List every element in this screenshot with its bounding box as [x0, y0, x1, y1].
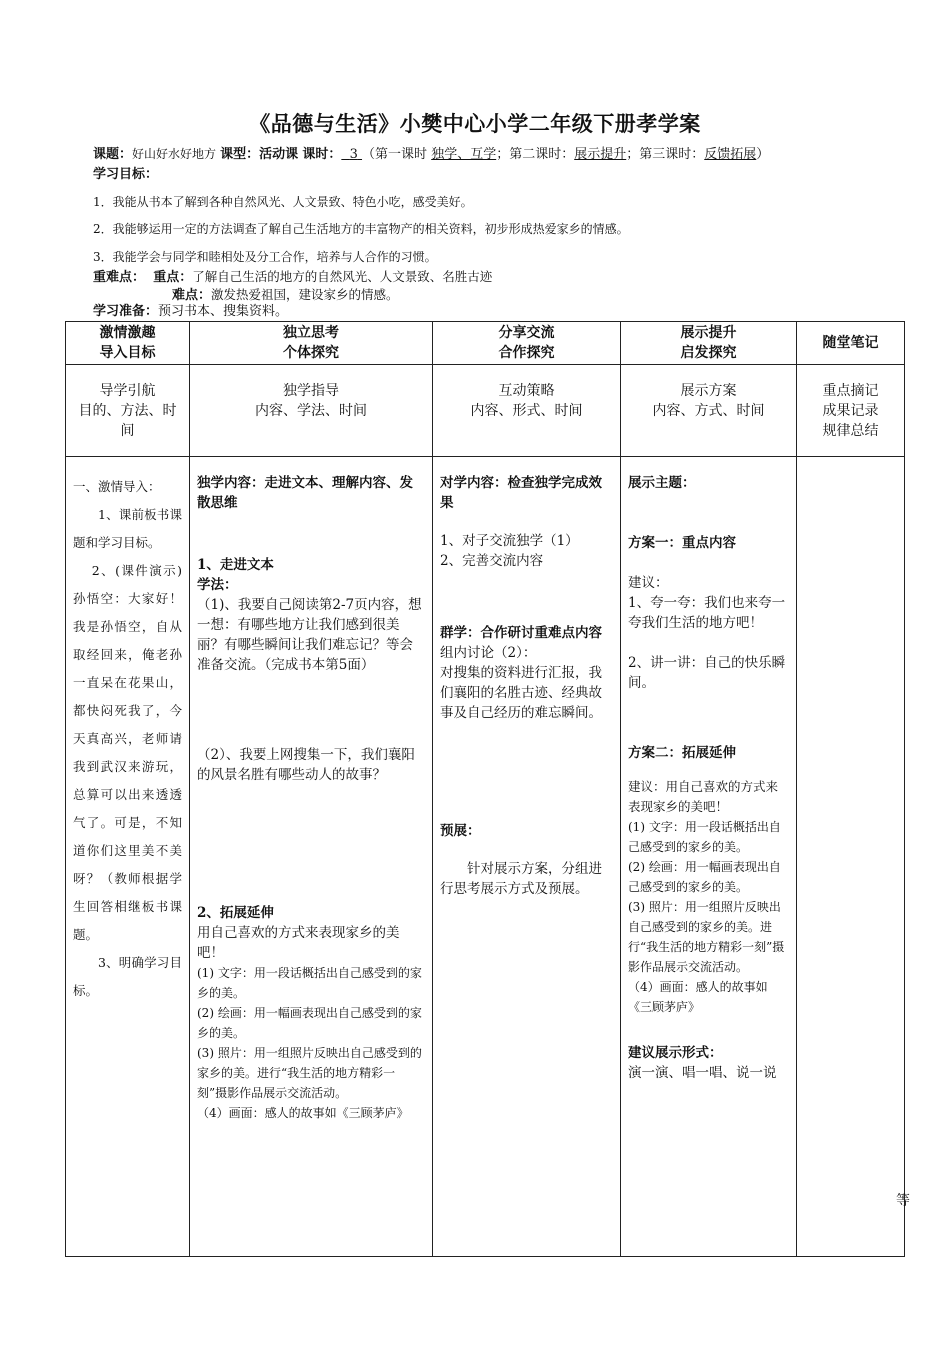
group-study-heading: 群学：合作研讨重难点内容 [440, 625, 602, 641]
preview-text: 针对展示方案，分组进行思考展示方式及预展。 [440, 861, 602, 897]
goal-item: 1．我能从书本了解到各种自然风光、人文景致、特色小吃，感受美好。 [93, 195, 473, 209]
header-cell: 激情激趣 导入目标 [66, 322, 190, 365]
key-text: 了解自己生活的地方的自然风光、人文景致、名胜古迹 [192, 269, 493, 284]
topic-value: 好山好水好地方 [132, 147, 217, 161]
prep-label: 学习准备： [93, 304, 159, 319]
extension-item: (1) 文字：用一段话概括出自己感受到的家乡的美。 [197, 966, 422, 1000]
topic-label: 课题： [93, 147, 133, 162]
intro-cell [66, 457, 190, 1257]
pair-study-heading: 对学内容：检查独学完成效果 [440, 475, 602, 511]
search-task: （2）、我要上网搜集一下，我们襄阳的风景名胜有哪些动人的故事？ [197, 747, 415, 783]
subheader-cell: 重点摘记 成果记录 规律总结 [797, 365, 905, 457]
key-points-line [93, 268, 492, 286]
plan-title: 方案二：拓展延伸 [628, 745, 736, 761]
subheader-cell: 导学引航 目的、方法、时 间 [66, 365, 190, 457]
presentation-form-text: 演一演、唱一唱、说一说 [628, 1065, 777, 1081]
extension-item: (2) 绘画：用一幅画表现出自己感受到的家乡的美。 [197, 1006, 422, 1040]
overflow-text: 等 [896, 1193, 910, 1209]
extension-item: （4）画面：感人的故事如《三顾茅庐》 [197, 1106, 409, 1120]
difficulty-line [172, 286, 399, 304]
subheader-cell: 互动策略 内容、形式、时间 [433, 365, 621, 457]
hours-paren-open: （第一课时 [362, 147, 428, 162]
lesson-info-line [93, 146, 769, 163]
presentation-cell [621, 457, 797, 1257]
hours-sep-2: ；第三课时： [626, 147, 705, 162]
difficulty-text: 激发热爱祖国，建设家乡的情感。 [211, 287, 399, 302]
header-cell: 独立思考 个体探究 [190, 322, 433, 365]
cooperative-cell [433, 457, 621, 1257]
extension-intro: 用自己喜欢的方式来表现家乡的美吧！ [197, 925, 400, 961]
notes-cell [797, 457, 905, 1257]
intro-heading: 一、激情导入： [73, 479, 161, 494]
hours-value [341, 147, 362, 162]
page-title: 《品德与生活》小樊中心小学二年级下册孝学案 [249, 111, 701, 136]
content-row [66, 457, 905, 1257]
intro-item: 3、明确学习目标。 [73, 955, 182, 998]
preview-heading: 预展： [440, 823, 481, 839]
key-label: 重点： [153, 270, 193, 285]
period-3: 反馈拓展 [704, 147, 757, 162]
subheader-row [66, 365, 905, 457]
key-points-label: 重难点： [93, 270, 146, 285]
extension-item: (3) 照片：用一组照片反映出自己感受到的家乡的美。进行“我生活的地方精彩一刻”摄影作品展示交流活动。 [197, 1046, 422, 1100]
self-study-heading: 独学内容：走进文本、理解内容、发散思维 [197, 475, 413, 511]
header-row [66, 322, 905, 365]
hours-sep-1: ；第二课时： [496, 147, 575, 162]
subheader-cell: 展示方案 内容、方式、时间 [621, 365, 797, 457]
period-2: 展示提升 [574, 147, 627, 162]
goals-label: 学习目标： [93, 167, 159, 182]
group-discussion-label: 组内讨论（2）： [440, 645, 537, 661]
lesson-type: 课型：活动课 [220, 147, 299, 162]
plan-item: 1、夸一夸：我们也来夸一夸我们生活的地方吧！ [628, 595, 786, 631]
plan-title: 方案一：重点内容 [628, 535, 736, 551]
method-label: 学法： [197, 577, 238, 593]
intro-item: 1、课前板书课题和学习目标。 [73, 507, 182, 550]
hours-label: 课时： [302, 147, 342, 162]
plan-item: (2) 绘画：用一幅画表现出自己感受到的家乡的美。 [628, 860, 781, 894]
intro-item: 2、(课件演示) 孙悟空：大家好！我是孙悟空，自从取经回来，俺老孙一直呆在花果山，都快闷死我了，今天真高兴，老师请我到武汉来游玩，总算可以出来透透气了。可是，不知道你们这里美不美呀？（教师根据学生回答相继板书课题。 [73, 563, 182, 942]
plan-item: 2、讲一讲：自己的快乐瞬间。 [628, 655, 786, 691]
group-discussion-text: 对搜集的资料进行汇报，我们襄阳的名胜古迹、经典故事及自己经历的难忘瞬间。 [440, 665, 602, 721]
presentation-form-heading: 建议展示形式： [628, 1045, 723, 1061]
header-cell: 展示提升 启发探究 [621, 322, 797, 365]
hours-paren-close: ） [756, 147, 770, 162]
prep-line [93, 303, 288, 320]
hours-number: 3 [349, 147, 358, 162]
pair-item: 2、完善交流内容 [440, 553, 544, 569]
section-title: 2、拓展延伸 [197, 905, 274, 921]
pair-item: 1、对子交流独学（1） [440, 533, 579, 549]
plan-intro: 建议：用自己喜欢的方式来表现家乡的美吧！ [628, 779, 779, 814]
plan-item: (3) 照片：用一组照片反映出自己感受到的家乡的美。进行“我生活的地方精彩一刻”摄影作品展示交流活动。 [628, 900, 785, 974]
plan-suggestion-label: 建议： [628, 575, 669, 591]
study-plan-table [65, 321, 905, 1257]
difficulty-label: 难点： [172, 288, 212, 303]
goal-item: 2．我能够运用一定的方法调查了解自己生活地方的丰富物产的相关资料，初步形成热爱家乡的情感。 [93, 222, 629, 236]
reading-task: （1)、我要自己阅读第2-7页内容，想一想：有哪些地方让我们感到很美丽？有哪些瞬间让我们难忘记？等会准备交流。（完成书本第5面） [197, 597, 422, 673]
plan-item: （4）画面：感人的故事如《三顾茅庐》 [628, 980, 768, 1014]
period-1: 独学、互学 [431, 147, 497, 162]
plan-item: (1) 文字：用一段话概括出自己感受到的家乡的美。 [628, 820, 781, 854]
subheader-cell: 独学指导 内容、学法、时间 [190, 365, 433, 457]
presentation-theme: 展示主题： [628, 475, 696, 491]
prep-text: 预习书本、搜集资料。 [158, 304, 289, 319]
goal-item: 3．我能学会与同学和睦相处及分工合作，培养与人合作的习惯。 [93, 250, 437, 264]
section-title: 1、走进文本 [197, 557, 274, 573]
header-cell: 随堂笔记 [797, 322, 905, 365]
header-cell: 分享交流 合作探究 [433, 322, 621, 365]
self-study-cell [190, 457, 433, 1257]
